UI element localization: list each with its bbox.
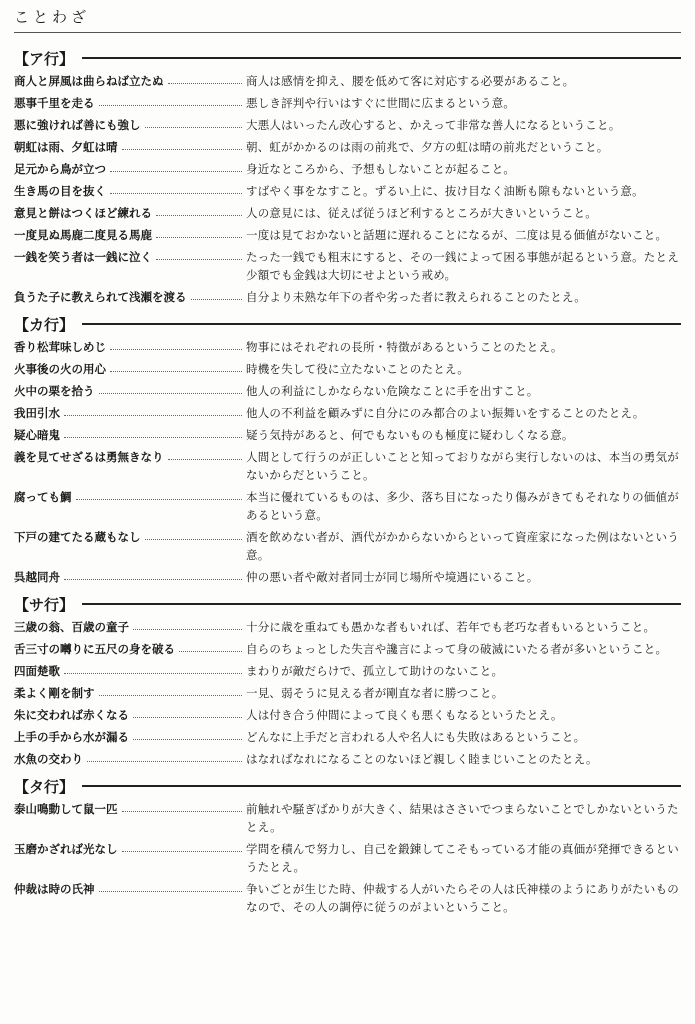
proverb-term-cell bbox=[14, 750, 246, 768]
proverb-meaning: 仲の悪い者や敵対者同士が同じ場所や境遇にいること。 bbox=[246, 570, 539, 584]
proverb-term: 悪に強ければ善にも強し bbox=[14, 118, 141, 132]
dot-leader bbox=[99, 684, 243, 696]
dot-leader bbox=[156, 248, 242, 260]
proverb-entry bbox=[14, 528, 681, 564]
proverb-term: 香り松茸味しめじ bbox=[14, 340, 106, 354]
proverb-term: 火事後の火の用心 bbox=[14, 362, 106, 376]
proverb-meaning: 他人の利益にしかならない危険なことに手を出すこと。 bbox=[246, 384, 539, 398]
proverb-entry bbox=[14, 204, 681, 222]
proverb-term-cell bbox=[14, 728, 246, 746]
proverb-meaning: 本当に優れているものは、多少、落ち目になったり傷みがきてもそれなりの価値があるという意。 bbox=[246, 490, 679, 522]
proverb-entry bbox=[14, 382, 681, 400]
proverb-meaning: 一見、弱そうに見える者が剛直な者に勝つこと。 bbox=[246, 686, 504, 700]
dot-leader bbox=[133, 618, 242, 630]
proverb-term: 水魚の交わり bbox=[14, 752, 83, 766]
section-rule bbox=[82, 785, 681, 787]
dot-leader bbox=[156, 226, 242, 238]
proverb-term-cell bbox=[14, 880, 246, 898]
dot-leader bbox=[133, 706, 242, 718]
section-rule bbox=[82, 323, 681, 325]
proverb-entry bbox=[14, 72, 681, 90]
proverb-entry bbox=[14, 94, 681, 112]
proverb-entry bbox=[14, 160, 681, 178]
title-divider bbox=[14, 32, 681, 33]
proverb-term: 意見と餅はつくほど練れる bbox=[14, 206, 152, 220]
proverb-term: 一度見ぬ馬鹿二度見る馬鹿 bbox=[14, 228, 152, 242]
proverb-term-cell bbox=[14, 138, 246, 156]
proverb-list bbox=[14, 40, 681, 920]
page-title: ことわざ bbox=[14, 8, 91, 26]
dot-leader bbox=[156, 204, 242, 216]
proverb-term: 一銭を笑う者は一銭に泣く bbox=[14, 250, 152, 264]
proverb-term-cell bbox=[14, 640, 246, 658]
proverb-entry bbox=[14, 750, 681, 768]
proverb-meaning: 商人は感情を抑え、腰を低めて客に対応する必要があること。 bbox=[246, 74, 575, 88]
dot-leader bbox=[122, 840, 243, 852]
proverb-term-cell bbox=[14, 684, 246, 702]
proverb-meaning: 物事にはそれぞれの長所・特徴があるということのたとえ。 bbox=[246, 340, 563, 354]
proverb-meaning: はなればなれになることのないほど親しく睦まじいことのたとえ。 bbox=[246, 752, 598, 766]
dot-leader bbox=[110, 338, 242, 350]
dot-leader bbox=[99, 880, 243, 892]
proverb-entry bbox=[14, 640, 681, 658]
proverb-term-cell bbox=[14, 204, 246, 222]
proverb-meaning: 自らのちょっとした失言や讒言によって身の破滅にいたる者が多いということ。 bbox=[246, 642, 668, 656]
dot-leader bbox=[110, 182, 242, 194]
proverb-entry bbox=[14, 706, 681, 724]
proverb-term: 泰山鳴動して鼠一匹 bbox=[14, 802, 118, 816]
proverb-term-cell bbox=[14, 288, 246, 306]
proverb-term: 四面楚歌 bbox=[14, 664, 60, 678]
proverb-term: 上手の手から水が漏る bbox=[14, 730, 129, 744]
proverb-term: 仲裁は時の氏神 bbox=[14, 882, 95, 896]
proverb-term-cell bbox=[14, 360, 246, 378]
proverb-term-cell bbox=[14, 448, 246, 466]
dot-leader bbox=[133, 728, 242, 740]
proverb-term-cell bbox=[14, 248, 246, 266]
dot-leader bbox=[87, 750, 242, 762]
proverb-term-cell bbox=[14, 72, 246, 90]
proverb-entry bbox=[14, 360, 681, 378]
dot-leader bbox=[122, 138, 243, 150]
proverb-term-cell bbox=[14, 382, 246, 400]
proverb-meaning: 人は付き合う仲間によって良くも悪くもなるというたとえ。 bbox=[246, 708, 563, 722]
proverb-entry bbox=[14, 880, 681, 916]
proverb-entry bbox=[14, 182, 681, 200]
dot-leader bbox=[64, 568, 242, 580]
proverb-term: 我田引水 bbox=[14, 406, 60, 420]
proverb-meaning: 人間として行うのが正しいことと知っておりながら実行しないのは、本当の勇気がないからだということ。 bbox=[246, 450, 679, 482]
proverb-meaning: 他人の不利益を顧みずに自分にのみ都合のよい振舞いをすることのたとえ。 bbox=[246, 406, 645, 420]
proverb-term: 三歳の翁、百歳の童子 bbox=[14, 620, 129, 634]
proverb-entry bbox=[14, 800, 681, 836]
proverb-term-cell bbox=[14, 226, 246, 244]
proverb-meaning: 人の意見には、従えば従うほど利するところが大きいということ。 bbox=[246, 206, 597, 220]
dot-leader bbox=[168, 72, 243, 84]
proverb-meaning: 学問を積んで努力し、自己を鍛錬してこそもっている才能の真価が発揮できるというたとえ。 bbox=[246, 842, 679, 874]
proverb-entry bbox=[14, 426, 681, 444]
proverb-meaning: たった一銭でも粗末にすると、その一銭によって困る事態が起るという意。たとえ少額でも金銭は大切にせよという戒め。 bbox=[246, 250, 679, 282]
proverb-term: 火中の栗を拾う bbox=[14, 384, 95, 398]
section-header bbox=[14, 312, 681, 336]
proverb-meaning: 自分より未熟な年下の者や劣った者に教えられることのたとえ。 bbox=[246, 290, 586, 304]
dot-leader bbox=[99, 94, 243, 106]
section-label: 【サ行】 bbox=[14, 595, 75, 614]
proverb-term-cell bbox=[14, 528, 246, 546]
proverb-term-cell bbox=[14, 662, 246, 680]
dot-leader bbox=[168, 448, 243, 460]
proverb-term: 呉越同舟 bbox=[14, 570, 60, 584]
dot-leader bbox=[64, 404, 242, 416]
dot-leader bbox=[122, 800, 243, 812]
proverb-term: 朱に交われば赤くなる bbox=[14, 708, 129, 722]
proverb-term-cell bbox=[14, 568, 246, 586]
proverb-meaning: 大悪人はいったん改心すると、かえって非常な善人になるということ。 bbox=[246, 118, 621, 132]
proverb-meaning: 時機を失して役に立たないことのたとえ。 bbox=[246, 362, 469, 376]
proverb-term-cell bbox=[14, 94, 246, 112]
proverb-meaning: どんなに上手だと言われる人や名人にも失敗はあるということ。 bbox=[246, 730, 586, 744]
proverb-meaning: 身近なところから、予想もしないことが起ること。 bbox=[246, 162, 516, 176]
proverb-term-cell bbox=[14, 840, 246, 858]
dot-leader bbox=[145, 528, 243, 540]
proverb-entry bbox=[14, 116, 681, 134]
section-header bbox=[14, 774, 681, 798]
proverb-entry bbox=[14, 684, 681, 702]
proverb-meaning: 酒を飲めない者が、酒代がかからないからといって資産家になった例はないという意。 bbox=[246, 530, 679, 562]
proverb-entry bbox=[14, 488, 681, 524]
proverb-term: 生き馬の目を抜く bbox=[14, 184, 106, 198]
proverb-term-cell bbox=[14, 488, 246, 506]
dot-leader bbox=[145, 116, 243, 128]
section bbox=[14, 46, 681, 306]
proverb-entry bbox=[14, 568, 681, 586]
section-label: 【カ行】 bbox=[14, 315, 75, 334]
proverb-term: 悪事千里を走る bbox=[14, 96, 95, 110]
proverb-entry bbox=[14, 338, 681, 356]
dot-leader bbox=[76, 488, 243, 500]
proverb-meaning: 悪しき評判や行いはすぐに世間に広まるという意。 bbox=[246, 96, 516, 110]
dot-leader bbox=[99, 382, 243, 394]
proverb-term-cell bbox=[14, 160, 246, 178]
section bbox=[14, 312, 681, 586]
proverb-term: 柔よく剛を制す bbox=[14, 686, 95, 700]
proverb-term: 負うた子に教えられて浅瀬を渡る bbox=[14, 290, 187, 304]
proverb-entry bbox=[14, 448, 681, 484]
section-label: 【タ行】 bbox=[14, 777, 75, 796]
proverb-meaning: 一度は見ておかないと話題に遅れることになるが、二度は見る価値がないこと。 bbox=[246, 228, 668, 242]
dot-leader bbox=[110, 160, 242, 172]
proverb-term-cell bbox=[14, 426, 246, 444]
proverb-term-cell bbox=[14, 706, 246, 724]
proverb-term: 玉磨かざれば光なし bbox=[14, 842, 118, 856]
section-header bbox=[14, 592, 681, 616]
proverb-entry bbox=[14, 404, 681, 422]
dot-leader bbox=[191, 288, 243, 300]
proverb-term-cell bbox=[14, 116, 246, 134]
dot-leader bbox=[110, 360, 242, 372]
proverb-entry bbox=[14, 618, 681, 636]
proverb-meaning: 十分に歳を重ねても愚かな者もいれば、若年でも老巧な者もいるということ。 bbox=[246, 620, 656, 634]
proverb-meaning: 疑う気持があると、何でもないものも極度に疑わしくなる意。 bbox=[246, 428, 574, 442]
proverb-term: 商人と屏風は曲らねば立たぬ bbox=[14, 74, 164, 88]
proverb-entry bbox=[14, 248, 681, 284]
proverb-meaning: 争いごとが生じた時、仲裁する人がいたらその人は氏神様のようにありがたいものなので、その人の調停に従うのがよいということ。 bbox=[246, 882, 679, 914]
proverb-entry bbox=[14, 728, 681, 746]
section-label: 【ア行】 bbox=[14, 49, 75, 68]
proverb-entry bbox=[14, 288, 681, 306]
proverb-meaning: すばやく事をなすこと。ずるい上に、抜け目なく油断も隙もないという意。 bbox=[246, 184, 644, 198]
proverb-term: 朝虹は雨、夕虹は晴 bbox=[14, 140, 118, 154]
proverb-term: 義を見てせざるは勇無きなり bbox=[14, 450, 164, 464]
proverb-term: 腐っても鯛 bbox=[14, 490, 72, 504]
proverb-term: 舌三寸の囀りに五尺の身を破る bbox=[14, 642, 175, 656]
proverb-term-cell bbox=[14, 338, 246, 356]
proverb-entry bbox=[14, 226, 681, 244]
section-rule bbox=[82, 603, 681, 605]
proverb-term-cell bbox=[14, 182, 246, 200]
section-rule bbox=[82, 57, 681, 59]
section-header bbox=[14, 46, 681, 70]
dot-leader bbox=[64, 426, 242, 438]
dot-leader bbox=[64, 662, 242, 674]
proverb-entry bbox=[14, 662, 681, 680]
proverb-entry bbox=[14, 840, 681, 876]
proverb-meaning: まわりが敵だらけで、孤立して助けのないこと。 bbox=[246, 664, 504, 678]
dot-leader bbox=[179, 640, 242, 652]
section bbox=[14, 774, 681, 916]
proverb-meaning: 前触れや騒ぎばかりが大きく、結果はささいでつまらないことでしかないというたとえ。 bbox=[246, 802, 679, 834]
proverb-term-cell bbox=[14, 800, 246, 818]
section bbox=[14, 592, 681, 768]
proverb-term: 疑心暗鬼 bbox=[14, 428, 60, 442]
proverb-entry bbox=[14, 138, 681, 156]
proverb-term: 下戸の建てたる蔵もなし bbox=[14, 530, 141, 544]
proverb-term-cell bbox=[14, 404, 246, 422]
proverb-term: 足元から鳥が立つ bbox=[14, 162, 106, 176]
proverb-term-cell bbox=[14, 618, 246, 636]
proverb-meaning: 朝、虹がかかるのは雨の前兆で、夕方の虹は晴の前兆だということ。 bbox=[246, 140, 609, 154]
